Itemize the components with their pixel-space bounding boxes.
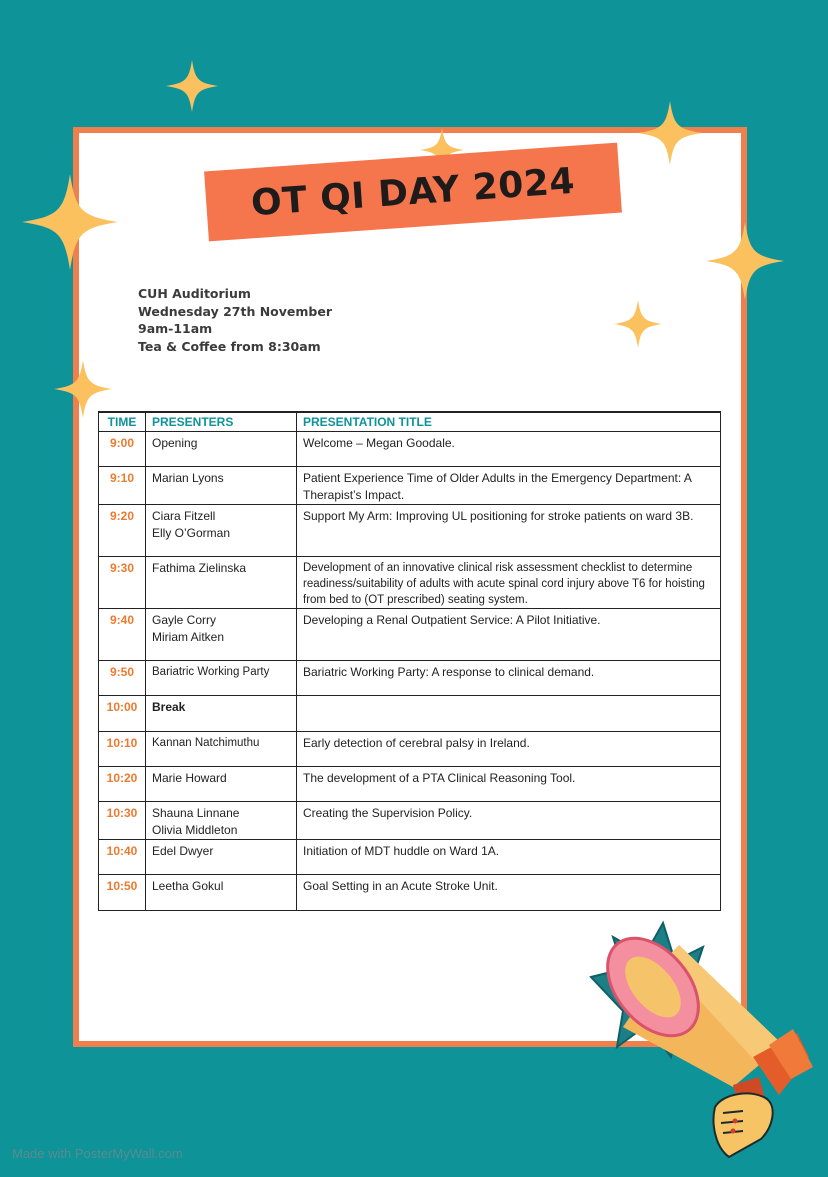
table-row xyxy=(99,840,721,875)
event-time: 9am-11am xyxy=(138,321,213,336)
event-date: Wednesday 27th November xyxy=(138,303,332,319)
row-time: 9:20 xyxy=(99,505,146,557)
row-presenters: Break xyxy=(146,696,297,732)
row-presenters: Marian Lyons xyxy=(146,467,297,505)
row-presenters: Bariatric Working Party xyxy=(146,661,297,696)
row-presenters: Kannan Natchimuthu xyxy=(146,732,297,767)
row-presenters: Opening xyxy=(146,432,297,467)
row-presenters: Gayle Corry Miriam Aitken xyxy=(146,609,297,661)
row-title xyxy=(297,696,721,732)
row-title: The development of a PTA Clinical Reasoning Tool. xyxy=(297,767,721,802)
sparkle-star-icon xyxy=(706,218,784,304)
event-details xyxy=(138,285,332,355)
table-row xyxy=(99,661,721,696)
table-row xyxy=(99,505,721,557)
table-row xyxy=(99,432,721,467)
column-header-time: TIME xyxy=(99,412,146,432)
row-title: Patient Experience Time of Older Adults in the Emergency Department: A Therapist’s Impact. xyxy=(297,467,721,505)
event-refreshments: Tea & Coffee from 8:30am xyxy=(138,338,321,354)
row-title: Support My Arm: Improving UL positioning for stroke patients on ward 3B. xyxy=(297,505,721,557)
row-time: 9:50 xyxy=(99,661,146,696)
sparkle-star-icon xyxy=(638,100,702,166)
table-row xyxy=(99,802,721,840)
table-row xyxy=(99,557,721,609)
row-time: 9:40 xyxy=(99,609,146,661)
row-presenters: Leetha Gokul xyxy=(146,875,297,911)
table-row xyxy=(99,767,721,802)
row-time: 9:30 xyxy=(99,557,146,609)
sparkle-star-icon xyxy=(166,58,218,114)
row-title: Development of an innovative clinical risk assessment checklist to determine readiness/suitability of adults with acute spinal cord injury above T6 for hoisting from bed to (OT prescribed) seating system. xyxy=(297,557,721,609)
table-row xyxy=(99,732,721,767)
table-row xyxy=(99,875,721,911)
row-title: Creating the Supervision Policy. xyxy=(297,802,721,840)
sparkle-star-icon xyxy=(22,172,118,272)
row-time: 10:30 xyxy=(99,802,146,840)
row-presenters: Shauna Linnane Olivia Middleton xyxy=(146,802,297,840)
row-time: 10:20 xyxy=(99,767,146,802)
sparkle-star-icon xyxy=(614,298,662,350)
row-title: Developing a Renal Outpatient Service: A Pilot Initiative. xyxy=(297,609,721,661)
table-row xyxy=(99,467,721,505)
watermark: Made with PosterMyWall.com xyxy=(12,1146,183,1161)
schedule-table xyxy=(98,411,721,911)
row-title: Goal Setting in an Acute Stroke Unit. xyxy=(297,875,721,911)
row-presenters: Ciara Fitzell Elly O’Gorman xyxy=(146,505,297,557)
row-presenters: Fathima Zielinska xyxy=(146,557,297,609)
row-time: 10:10 xyxy=(99,732,146,767)
table-header-row xyxy=(99,412,721,432)
table-row xyxy=(99,696,721,732)
row-title: Early detection of cerebral palsy in Ireland. xyxy=(297,732,721,767)
row-presenters: Edel Dwyer xyxy=(146,840,297,875)
row-time: 10:50 xyxy=(99,875,146,911)
event-venue: CUH Auditorium xyxy=(138,286,251,301)
row-presenters: Marie Howard xyxy=(146,767,297,802)
row-title: Welcome – Megan Goodale. xyxy=(297,432,721,467)
row-title: Bariatric Working Party: A response to clinical demand. xyxy=(297,661,721,696)
row-time: 9:00 xyxy=(99,432,146,467)
column-header-title: PRESENTATION TITLE xyxy=(297,412,721,432)
column-header-presenters: PRESENTERS xyxy=(146,412,297,432)
megaphone-icon xyxy=(583,917,819,1167)
row-time: 10:00 xyxy=(99,696,146,732)
row-title: Initiation of MDT huddle on Ward 1A. xyxy=(297,840,721,875)
row-time: 10:40 xyxy=(99,840,146,875)
row-time: 9:10 xyxy=(99,467,146,505)
table-row xyxy=(99,609,721,661)
page-title: OT QI DAY 2024 xyxy=(249,160,577,224)
